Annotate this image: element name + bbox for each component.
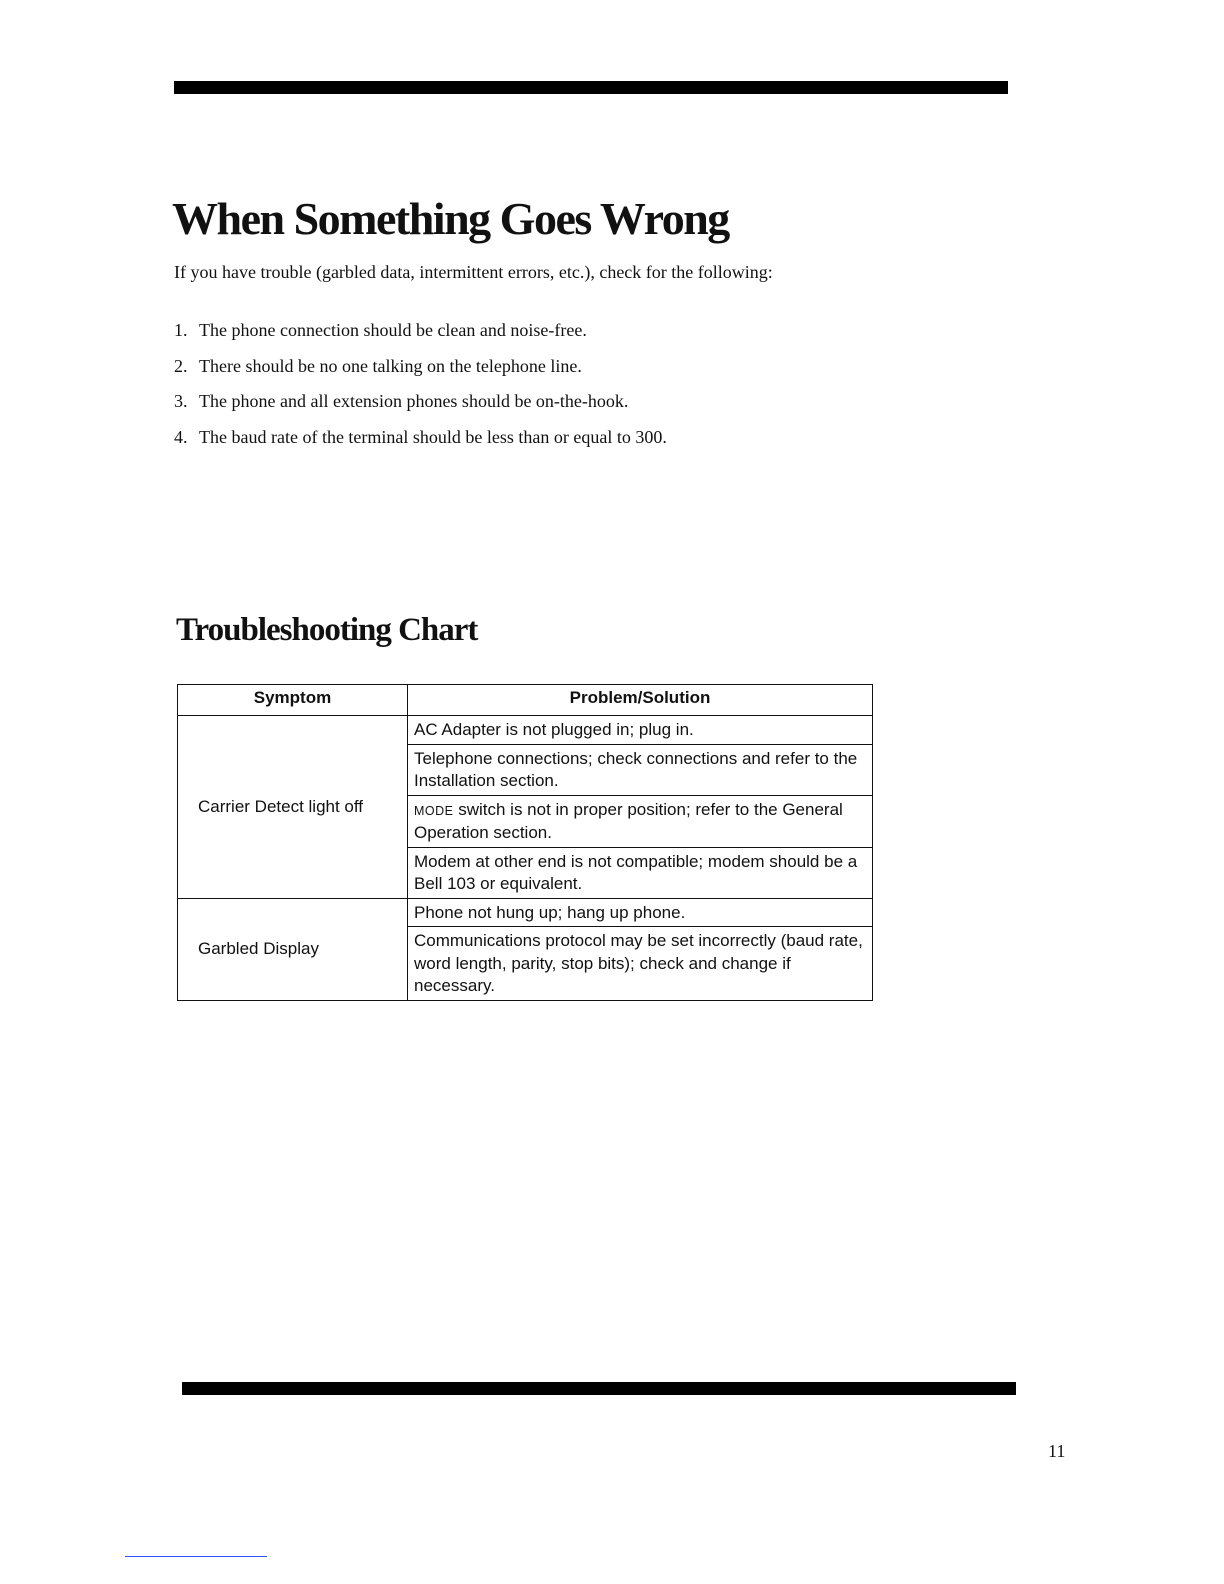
solution-cell: Phone not hung up; hang up phone. <box>408 898 873 927</box>
list-item <box>174 319 667 355</box>
symptom-cell: Carrier Detect light off <box>178 716 408 899</box>
intro-paragraph: If you have trouble (garbled data, intermittent errors, etc.), check for the following: <box>174 262 773 282</box>
list-item-number: 2. <box>174 355 188 376</box>
solution-cell: Communications protocol may be set incorrectly (baud rate, word length, parity, stop bits); check and change if necessary. <box>408 927 873 1001</box>
table-header-row <box>178 685 873 716</box>
mode-switch-label: MODE <box>414 803 454 818</box>
list-item-number: 1. <box>174 320 188 340</box>
footer-link-underline <box>125 1556 267 1557</box>
list-item-text: The baud rate of the terminal should be less than or equal to 300. <box>199 426 667 447</box>
table-row <box>178 716 873 745</box>
solution-cell <box>408 795 873 847</box>
top-rule <box>174 81 1008 94</box>
list-item-text: The phone and all extension phones should be on-the-hook. <box>199 391 629 411</box>
page-title: When Something Goes Wrong <box>172 193 729 244</box>
list-item <box>174 426 667 462</box>
chart-title: Troubleshooting Chart <box>176 612 478 648</box>
list-item <box>174 390 667 426</box>
list-item-number: 4. <box>174 426 188 447</box>
symptom-cell: Garbled Display <box>178 898 408 1000</box>
list-item-number: 3. <box>174 391 188 411</box>
list-item-text: There should be no one talking on the telephone line. <box>199 355 582 376</box>
solution-text: switch is not in proper position; refer to the General Operation section. <box>414 799 843 842</box>
list-item <box>174 355 667 391</box>
solution-cell: AC Adapter is not plugged in; plug in. <box>408 716 873 745</box>
list-item-text: The phone connection should be clean and noise-free. <box>199 320 587 340</box>
symptom-header: Symptom <box>178 685 408 716</box>
bottom-rule <box>182 1382 1016 1395</box>
table-row <box>178 898 873 927</box>
solution-cell: Telephone connections; check connections and refer to the Installation section. <box>408 744 873 795</box>
checklist <box>174 319 667 461</box>
solution-cell: Modem at other end is not compatible; modem should be a Bell 103 or equivalent. <box>408 847 873 898</box>
page-number: 11 <box>1048 1441 1066 1461</box>
solution-header: Problem/Solution <box>408 685 873 716</box>
troubleshooting-table <box>177 684 873 1001</box>
